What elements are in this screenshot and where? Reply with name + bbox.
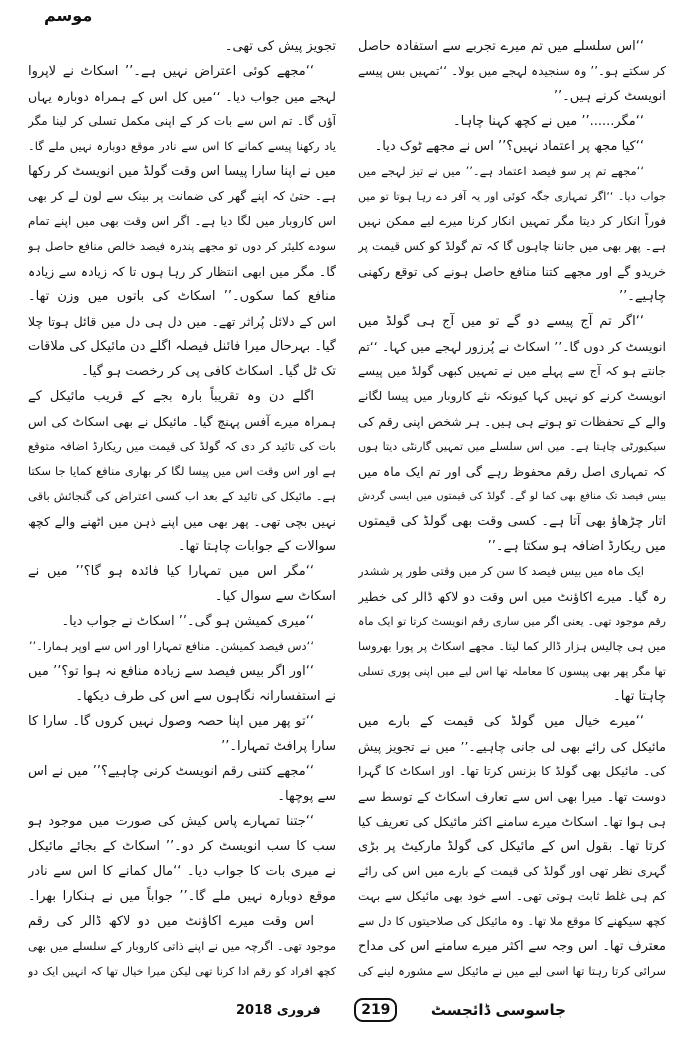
left-column-line: ہے۔ مائیکل کی تائید کے بعد اب کسی اعتراض کی گنجائش باقی <box>28 489 336 503</box>
left-column-line: اس کاروبار میں لگا دیا ہے۔ اگر اس وقت بھی میں اپنے تمام <box>28 214 336 228</box>
left-column-line: نے میری بات کا جواب دیا۔ ‘‘مال کمانے کا اس سے نادر <box>28 864 336 879</box>
right-column-line: گہری نظر تھی اور گولڈ کی قیمت کے بارے میں اس کی رائے <box>358 864 666 878</box>
right-column-line: سیکیورٹی چاہتا ہے۔ میں اس سلسلے میں تمہیں گارنٹی دیتا ہوں <box>358 440 666 453</box>
left-column-line: ‘‘مجھے کتنی رقم انویسٹ کرنی چاہیے؟’’ میں نے اس <box>28 764 314 779</box>
right-column-line: کہ تمہاری اصل رقم محفوظ رہے گی اور تم ایک ماہ میں <box>358 464 666 479</box>
right-column-line: خریدو گے اور مجھے کتنا منافع حاصل ہونے کی توقع رکھنی <box>358 264 666 279</box>
right-column-line: ‘‘مجھے تم پر سو فیصد اعتماد ہے۔’’ میں نے تیز لہجے میں <box>358 164 644 178</box>
left-column-line: یاد رکھنا پیسے کمانے کا اس سے نادر موقع دوبارہ نہیں ملے گا۔ <box>28 139 336 153</box>
left-column-line: اس کے دلائل پُراثر تھے۔ میں دل ہی دل میں قائل ہوتا چلا <box>28 314 336 329</box>
right-column-line: انویسٹ کر دوں گا۔’’ اسکاٹ نے پُرزور لہجے میں کہا۔ ‘‘تم <box>358 339 666 354</box>
left-column-line: ہے۔ حتیٰ کہ اپنے گھر کی ضمانت پر بینک سے لون لے کر بھی <box>28 189 336 203</box>
right-column-line: اتار چڑھاؤ بھی آتا ہے۔ کسی وقت بھی گولڈ کی قیمتوں <box>358 514 666 529</box>
right-column-line: ‘‘میرے خیال میں گولڈ کی قیمت کے بارے میں <box>358 714 644 729</box>
right-column-line: ہی ہوا تھا۔ اسکاٹ میرے سامنے اکثر مائیکل کی تعریف کیا <box>358 814 666 829</box>
right-column-line: ‘‘اس سلسلے میں تم میرے تجربے سے استفادہ حاصل <box>358 39 644 54</box>
right-column-line: میں ہی چالیس ہزار ڈالر کما لیتا۔ مجھے اسکاٹ پر پورا بھروسا <box>358 639 666 653</box>
right-column-line: ہے۔ پھر بھی میں جاننا چاہوں گا کہ تم گولڈ کو کس قیمت پر <box>358 239 666 253</box>
right-column-line: جانتے ہو کہ آج سے پہلے میں نے تمہیں کبھی گولڈ میں پیسے <box>358 364 666 378</box>
left-column-line: منافع کما سکوں۔’’ اسکاٹ کی باتوں میں وزن تھا۔ <box>28 289 336 304</box>
left-column-line: سودے کلیئر کر دوں تو مجھے پندرہ فیصد خالص منافع حاصل ہو <box>28 239 336 253</box>
running-head-title: موسم <box>44 6 93 25</box>
left-column-line: تک ٹل گیا۔ اسکاٹ کافی پی کر رخصت ہو گیا۔ <box>81 364 336 379</box>
right-column-line: معترف تھا۔ اس وجہ سے اکثر میرے سامنے اس کی مداح <box>358 939 666 954</box>
left-column-line: ہمراہ میرے آفس پہنچ گیا۔ مائیکل نے بھی اسکاٹ کی اس <box>28 414 336 429</box>
right-column <box>358 34 666 984</box>
left-column-line: ہے اور اس وقت اس میں پیسا لگا کر بھاری منافع کمایا جا سکتا <box>28 464 336 478</box>
left-column-line: کچھ افراد کو رقم ادا کرنا تھی لیکن میرا خیال تھا کہ انہیں ایک دو <box>28 965 336 978</box>
left-column-line: ‘‘تو پھر میں اپنا حصہ وصول نہیں کروں گا۔ سارا کا <box>28 714 314 729</box>
left-column-line: سب کا سب انویسٹ کر دو۔’’ اسکاٹ کے بجائے مائیکل <box>28 839 336 854</box>
left-column-line: اس وقت میرے اکاؤنٹ میں دو لاکھ ڈالر کی رقم <box>28 914 314 929</box>
right-column-line: ‘‘کیا مجھ پر اعتماد نہیں؟’’ اس نے مجھے ٹوک دیا۔ <box>374 139 644 154</box>
left-column-line: تجویز پیش کی تھی۔ <box>224 39 336 54</box>
right-column-line: میں ریکارڈ اضافہ ہو سکتا ہے۔’’ <box>487 539 666 554</box>
left-column-line: بات کی تائید کر دی کہ گولڈ کی قیمت میں ریکارڈ اضافہ متوقع <box>28 439 336 453</box>
left-column-line: اسکاٹ سے سوال کیا۔ <box>214 589 336 604</box>
left-column-line: نے استفسارانہ نگاہوں سے اس کی طرف دیکھا۔ <box>75 689 336 704</box>
right-column-line: سرائی کرتا رہتا تھا اسی لیے میں نے مائیکل سے مشورہ لینے کی <box>358 964 666 978</box>
right-column-line: کی۔ مائیکل بھی گولڈ کا بزنس کرتا تھا۔ اور اسکاٹ کا گہرا <box>358 764 666 778</box>
left-column-line: سارا پرافٹ تمہارا۔’’ <box>221 739 336 754</box>
page-footer <box>236 996 566 1024</box>
left-column-line: اگلے دن وہ تقریباً بارہ بجے کے قریب مائیکل کے <box>28 389 314 404</box>
right-column-line: ‘‘مگر......’’ میں نے کچھ کہنا چاہا۔ <box>453 114 644 129</box>
left-column <box>28 34 336 984</box>
left-column-line: آؤں گا۔ تم اس سے بات کر کے اپنی مکمل تسلی کر لینا مگر <box>28 114 336 128</box>
right-column-line: چاہتا تھا۔ <box>613 689 666 704</box>
left-column-line: ‘‘میری کمیشن ہو گی۔’’ اسکاٹ نے جواب دیا۔ <box>61 614 314 629</box>
right-column-line: کچھ سیکھنے کا موقع ملا تھا۔ وہ مائیکل کی صلاحیتوں کا دل سے <box>358 914 666 928</box>
right-column-line: مائیکل کی رائے بھی لی جانی چاہیے۔’’ میں نے تجویز پیش <box>358 739 666 754</box>
right-column-line: کم ہی غلط ثابت ہوتی تھی۔ اسے خود بھی مائیکل سے بہت <box>358 889 666 903</box>
left-column-line: گیا۔ بہرحال میرا فائنل فیصلہ اگلے دن مائیکل کی ملاقات <box>28 339 336 354</box>
right-column-line: انویسٹ کرنے ہیں۔’’ <box>553 89 666 104</box>
right-column-line: رہ گیا۔ میرے اکاؤنٹ میں اس وقت دو لاکھ ڈالر کی خطیر <box>358 589 666 604</box>
left-column-line: ‘‘دس فیصد کمیشن۔ منافع تمہارا اور اس سے اوپر ہمارا۔’’ <box>28 639 314 653</box>
left-column-line: گا۔ مگر میں ابھی انتظار کر رہا ہوں تا کہ زیادہ سے زیادہ <box>28 264 336 279</box>
right-column-line: دوست تھا۔ میرا بھی اس سے تعارف اسکاٹ کے توسط سے <box>358 789 666 804</box>
left-column-line: سوالات کے جوابات چاہتا تھا۔ <box>177 539 336 554</box>
left-column-line: موجود تھی۔ اگرچہ میں نے اپنے ذاتی کاروبار کے سلسلے میں بھی <box>28 939 336 953</box>
left-column-line: ‘‘مگر اس میں تمہارا کیا فائدہ ہو گا؟’’ میں نے <box>28 564 314 579</box>
left-column-line: موقع دوبارہ نہیں ملے گا۔’’ جواباً میں نے ہنکارا بھرا۔ <box>28 889 336 904</box>
page-number: 219 <box>354 998 397 1022</box>
right-column-line: چاہیے۔’’ <box>618 289 666 304</box>
right-column-line: والے کے تحفظات تو ہوتے ہی ہیں۔ ہر شخص اپنی رقم کی <box>358 414 666 429</box>
left-column-line: ‘‘جتنا تمہارے پاس کیش کی صورت میں موجود ہو <box>28 814 314 829</box>
right-column-line: ایک ماہ میں بیس فیصد کا سن کر میں وقتی طور پر ششدر <box>358 564 644 578</box>
right-column-line: ‘‘اگر تم آج پیسے دو گے تو میں آج ہی گولڈ میں <box>358 314 644 329</box>
right-column-line: انویسٹ کرنے کو نہیں کہا کیونکہ نئے کاروبار میں پیسا لگانے <box>358 389 666 403</box>
left-column-line: لہجے میں جواب دیا۔ ‘‘میں کل اس کے ہمراہ دوبارہ یہاں <box>28 89 336 104</box>
magazine-name: جاسوسی ڈائجسٹ <box>430 1001 566 1019</box>
right-column-line: فوراً انکار کر دیتا مگر تمہیں انکار کرنا میرے لیے ممکن نہیں <box>358 214 666 228</box>
left-column-line: ‘‘مجھے کوئی اعتراض نہیں ہے۔’’ اسکاٹ نے لاپروا <box>28 64 314 79</box>
left-column-line: نہیں بچی تھی۔ پھر بھی میں اپنے ذہن میں اٹھنے والے کچھ <box>28 514 336 529</box>
right-column-line: کرتا تھا۔ بقول اس کے مائیکل کی گولڈ مارکیٹ پر بڑی <box>358 839 666 854</box>
left-column-line: میں نے اپنا سارا پیسا اس وقت گولڈ میں انویسٹ کر رکھا <box>28 164 336 179</box>
right-column-line: رقم موجود تھی۔ یعنی اگر میں ساری رقم انویسٹ کرتا تو ایک ماہ <box>358 615 666 628</box>
issue-date: فروری 2018 <box>236 1002 321 1018</box>
left-column-line: ‘‘اور اگر بیس فیصد سے زیادہ منافع نہ ہوا تو؟’’ میں <box>28 664 314 679</box>
right-column-line: بیس فیصد تک منافع بھی کما لو گے۔ گولڈ کی قیمتوں میں ایسی گردش <box>358 491 666 502</box>
left-column-line: سے پوچھا۔ <box>277 789 336 804</box>
right-column-line: کر سکتے ہو۔’’ وہ سنجیدہ لہجے میں بولا۔ ‘‘تمہیں بس پیسے <box>358 64 666 78</box>
right-column-line: جواب دیا۔ ‘‘اگر تمہاری جگہ کوئی اور یہ آفر دے رہا ہوتا تو میں <box>358 190 666 203</box>
right-column-line: تھا مگر پھر بھی پیسوں کا معاملہ تھا اس لیے میں اپنی پوری تسلی <box>358 665 666 678</box>
